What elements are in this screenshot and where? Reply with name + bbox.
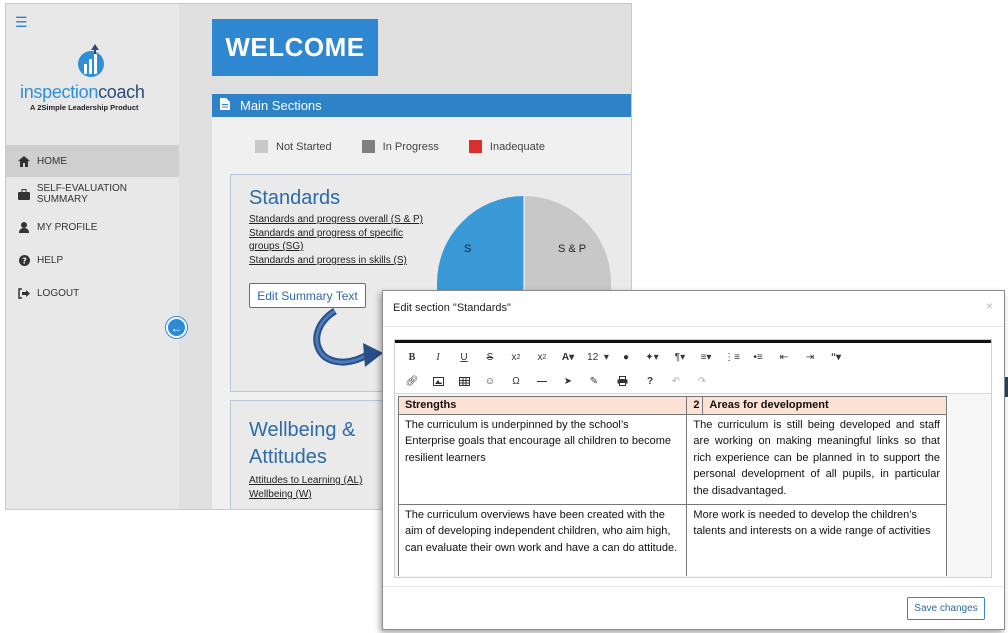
font-size-select[interactable]: 12 ▾: [587, 351, 609, 363]
main-sections-header: [212, 94, 632, 117]
sidebar: [6, 4, 179, 510]
briefcase-icon: [17, 188, 31, 200]
sidebar-item-self-evaluation-summary[interactable]: [6, 178, 179, 210]
edit-summary-text-button[interactable]: Edit Summary Text: [249, 283, 366, 308]
logo-part-1: inspection: [20, 82, 99, 102]
eraser-icon[interactable]: ✎: [589, 375, 599, 387]
legend-label: In Progress: [382, 140, 439, 153]
curved-arrow-icon: [305, 305, 385, 375]
sidebar-item-help[interactable]: [6, 244, 179, 276]
main-sections-title: Main Sections: [240, 98, 322, 113]
sidebar-item-label: SELF-EVALUATION SUMMARY: [36, 183, 128, 205]
legend-swatch: [362, 140, 375, 153]
table-cell-area[interactable]: More work is needed to develop the children’s talents and interests on a wide range of activities: [687, 504, 947, 576]
rich-text-editor: [394, 339, 992, 578]
home-icon: [17, 155, 31, 167]
modal-title: Edit section "Standards": [393, 302, 511, 314]
legend-label: Not Started: [276, 140, 332, 153]
print-icon[interactable]: [607, 370, 637, 392]
strikethrough-icon[interactable]: S: [486, 351, 494, 363]
legend-swatch: [469, 140, 482, 153]
logout-icon: [17, 287, 31, 299]
table-row: [399, 504, 947, 576]
legend-label: Inadequate: [489, 140, 545, 153]
editor-content[interactable]: [398, 396, 948, 576]
table-header-number: 2: [687, 397, 703, 414]
image-icon[interactable]: [425, 370, 451, 392]
emoji-icon[interactable]: ☺: [484, 375, 496, 387]
welcome-banner: WELCOME: [212, 19, 378, 76]
close-icon[interactable]: ×: [985, 299, 993, 313]
legend-inadequate: [469, 140, 545, 153]
strengths-table: [398, 396, 947, 576]
legend-in-progress: [362, 140, 439, 153]
italic-icon[interactable]: I: [436, 351, 440, 363]
edit-section-modal: [382, 290, 1005, 630]
table-cell-area[interactable]: The curriculum is still being developed and staff are working on making meaningful links so that rich experience can be planned in to support the personal development of all pupils, in particular the disadvantaged.: [687, 414, 947, 504]
table-header-row: [399, 397, 947, 415]
underline-icon[interactable]: U: [460, 351, 468, 363]
table-icon[interactable]: [451, 370, 477, 392]
pie-label-s: S: [464, 243, 472, 255]
svg-text:?: ?: [21, 256, 27, 265]
legend-swatch: [255, 140, 268, 153]
bold-icon[interactable]: B: [408, 351, 416, 363]
sidebar-item-logout[interactable]: [6, 277, 179, 309]
indent-icon[interactable]: ⇥: [805, 351, 815, 363]
logo-tagline: A 2Simple Leadership Product: [30, 103, 139, 112]
wellbeing-title-line-1: Wellbeing &: [249, 419, 356, 441]
unordered-list-icon[interactable]: •≡: [753, 351, 763, 363]
magic-wand-icon[interactable]: ✦▾: [645, 351, 659, 363]
logo-wordmark: [20, 82, 145, 103]
pie-label-s-p: S & P: [557, 243, 587, 255]
collapse-sidebar-button[interactable]: [166, 317, 187, 338]
document-icon: [220, 98, 230, 113]
table-header-areas-label: Areas for development: [709, 399, 829, 411]
sidebar-item-label: MY PROFILE: [37, 221, 98, 233]
sidebar-item-home[interactable]: [6, 145, 179, 177]
undo-icon[interactable]: ↶: [671, 375, 681, 387]
link-attitudes-to-learning[interactable]: Attitudes to Learning (AL): [249, 475, 363, 486]
save-changes-button[interactable]: Save changes: [907, 597, 985, 620]
logo-part-2: coach: [98, 82, 145, 102]
paragraph-icon[interactable]: ¶▾: [674, 351, 686, 363]
quote-icon[interactable]: “▾: [830, 351, 842, 363]
toolbar-row-2: [399, 369, 715, 393]
horizontal-rule-icon[interactable]: —: [537, 375, 547, 387]
link-standards-skills[interactable]: Standards and progress in skills (S): [249, 255, 407, 266]
status-legend: [255, 140, 575, 153]
standards-title: Standards: [249, 187, 341, 209]
sidebar-item-label: LOGOUT: [37, 287, 80, 299]
sidebar-item-my-profile[interactable]: [6, 211, 179, 243]
legend-not-started: [255, 140, 332, 153]
superscript-icon[interactable]: x 2: [537, 351, 547, 363]
table-cell-strength[interactable]: The curriculum is underpinned by the school’s Enterprise goals that encourage all children to become resilient learners: [399, 414, 687, 504]
font-color-icon[interactable]: A▾: [561, 351, 575, 363]
subscript-icon[interactable]: x 2: [511, 351, 521, 363]
link-standards-groups[interactable]: Standards and progress of specific groups (SG): [249, 228, 403, 252]
redo-icon[interactable]: ↷: [697, 375, 707, 387]
outdent-icon[interactable]: ⇤: [779, 351, 789, 363]
ordered-list-icon[interactable]: ⋮≡: [724, 351, 740, 363]
cursor-icon[interactable]: ➤: [563, 375, 573, 387]
user-icon: [17, 221, 31, 233]
link-wellbeing[interactable]: Wellbeing (W): [249, 489, 312, 500]
toolbar-row-1: [399, 345, 849, 369]
editor-toolbar: [395, 340, 991, 394]
modal-header: [383, 291, 1004, 327]
table-header-strengths: Strengths: [399, 397, 687, 415]
link-icon[interactable]: 🔗︎: [405, 375, 419, 387]
wellbeing-title-line-2: Attitudes: [249, 446, 327, 468]
modal-footer: [383, 586, 1004, 631]
help-icon: [17, 254, 31, 266]
align-icon[interactable]: ≡▾: [700, 351, 712, 363]
logo-mark-icon: [76, 42, 106, 78]
hamburger-menu-icon[interactable]: ☰: [15, 14, 28, 30]
special-char-icon[interactable]: Ω: [512, 375, 520, 387]
link-standards-overall[interactable]: Standards and progress overall (S & P): [249, 214, 423, 225]
sidebar-item-label: HOME: [37, 155, 67, 167]
table-row: [399, 414, 947, 504]
arrow-left-icon: ←: [170, 320, 183, 335]
help-icon[interactable]: ?: [646, 375, 654, 387]
sidebar-item-label: HELP: [37, 254, 64, 266]
font-size-value: 12: [587, 351, 599, 363]
table-cell-strength[interactable]: The curriculum overviews have been created with the aim of developing independent children, who aim high, can evaluate their own work and have a can do attitude.: [399, 504, 687, 576]
table-header-areas: [687, 397, 947, 415]
highlight-icon[interactable]: ●: [622, 351, 630, 363]
